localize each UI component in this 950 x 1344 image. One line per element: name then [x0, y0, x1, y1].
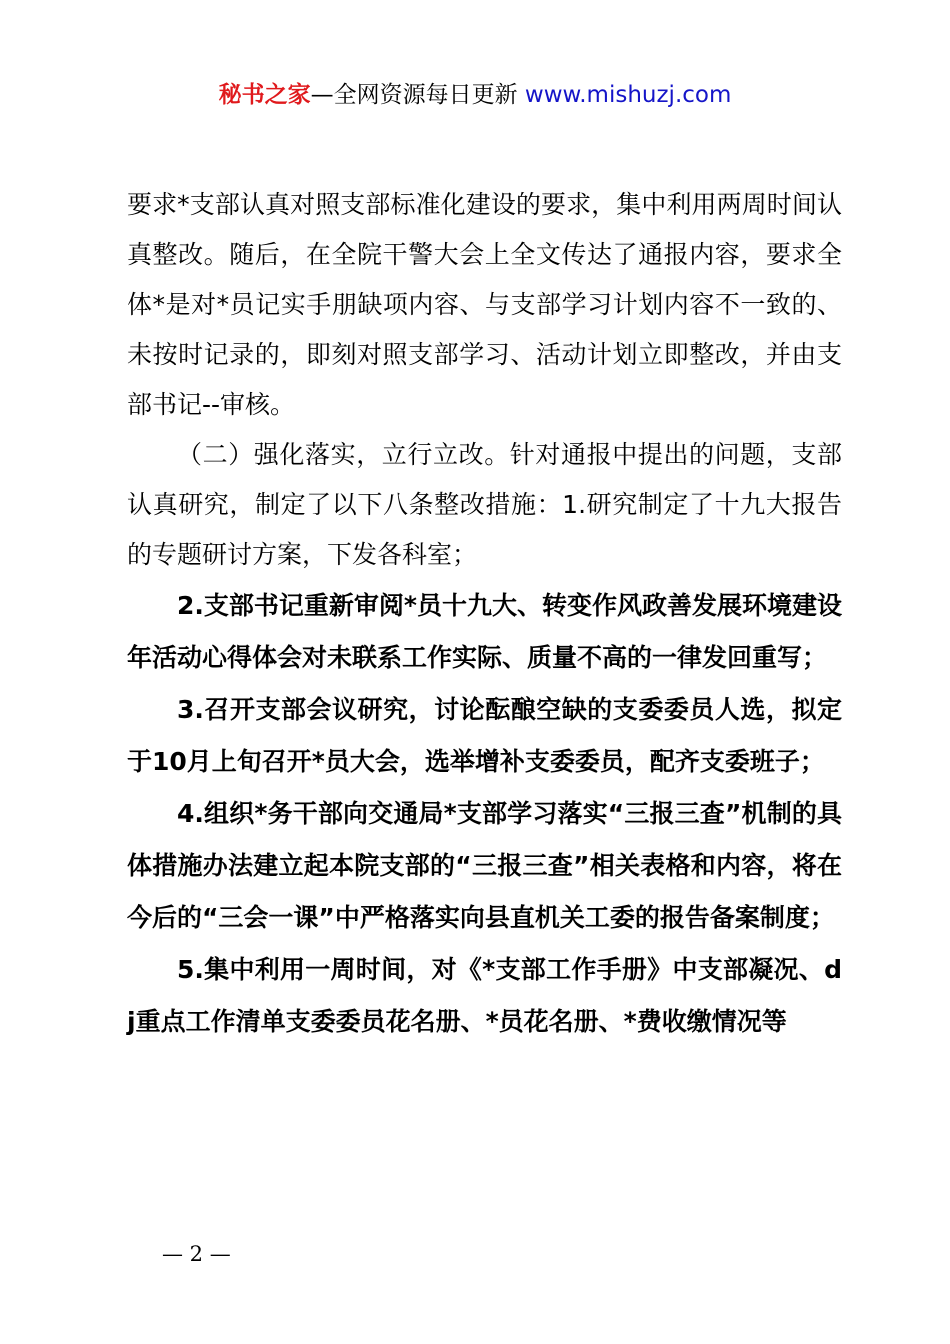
paragraph-2: （二）强化落实，立行立改。针对通报中提出的问题，支部认真研究，制定了以下八条整改措施：1.研究制定了十九大报告的专题研讨方案，下发各科室；: [127, 440, 842, 569]
brand-name: 秘书之家: [218, 82, 311, 108]
paragraph-1: 要求*支部认真对照支部标准化建设的要求，集中利用两周时间认真整改。随后，在全院干警大会上全文传达了通报内容，要求全体*是对*员记实手朋缺项内容、与支部学习计划内容不一致的、未按时记录的，即刻对照支部学习、活动计划立即整改，并由支部书记--审核。: [127, 190, 842, 419]
document-body-bold: [127, 580, 842, 1048]
paragraph-4: 3.召开支部会议研究，讨论酝酿空缺的支委委员人选，拟定于10月上旬召开*员大会，选举增补支委委员，配齐支委班子；: [127, 695, 842, 776]
site-url-link[interactable]: www.mishuzj.com: [524, 82, 732, 108]
site-header: [0, 80, 950, 110]
paragraph-6: 5.集中利用一周时间，对《*支部工作手册》中支部凝况、dj重点工作清单支委委员花名册、*员花名册、*费收缴情况等: [127, 955, 842, 1036]
header-tagline: —全网资源每日更新: [310, 82, 525, 108]
document-body: [127, 180, 842, 580]
paragraph-3: 2.支部书记重新审阅*员十九大、转变作风政善发展环境建设年活动心得体会对未联系工作实际、质量不高的一律发回重写；: [127, 591, 842, 672]
page-number: — 2 —: [162, 1242, 231, 1266]
paragraph-5: 4.组织*务干部向交通局*支部学习落实“三报三查”机制的具体措施办法建立起本院支部的“三报三查”相关表格和内容，将在今后的“三会一课”中严格落实向县直机关工委的报告备案制度；: [127, 799, 842, 932]
